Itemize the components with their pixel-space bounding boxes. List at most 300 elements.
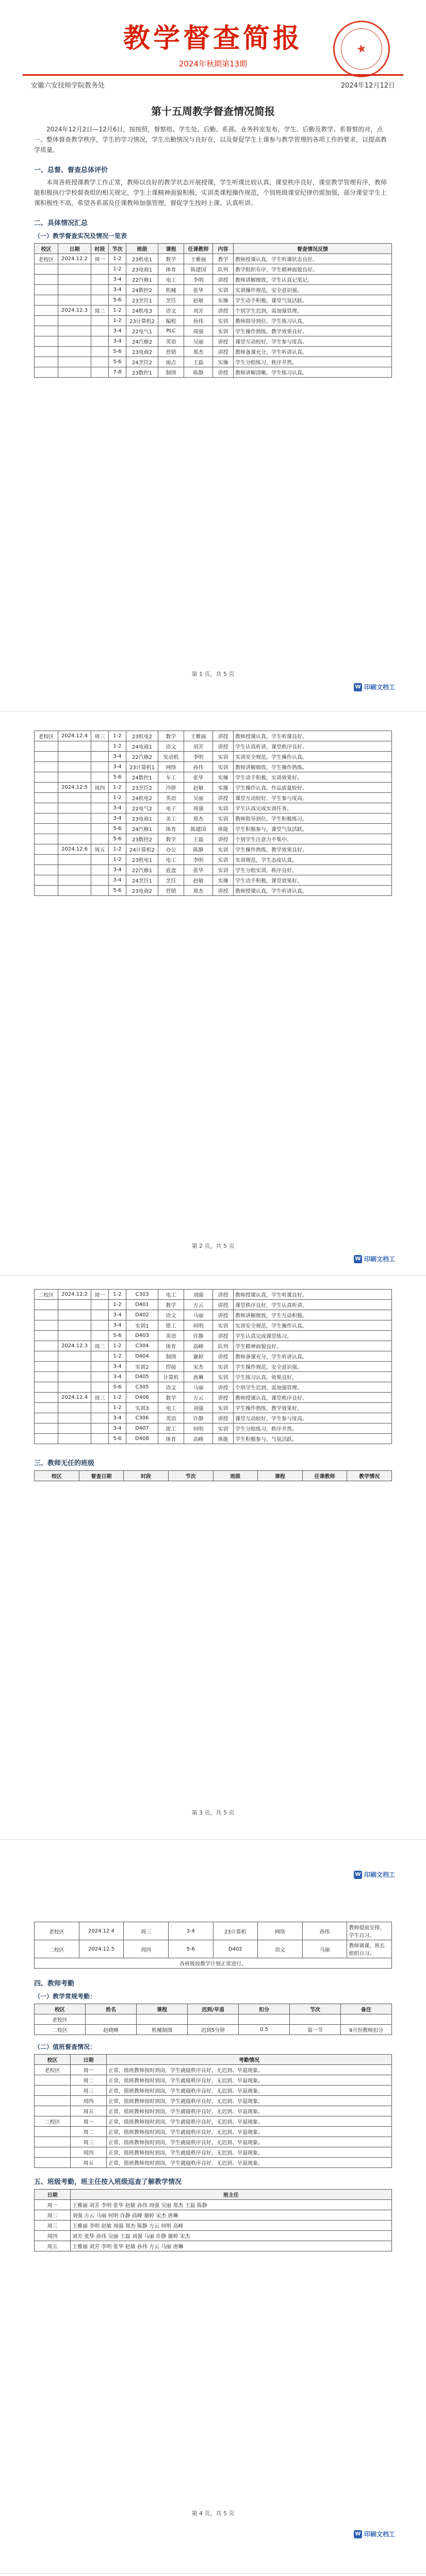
table-cell: 李明 (184, 275, 213, 285)
table-cell: 3-4 (109, 865, 126, 875)
table-cell (35, 2137, 71, 2147)
table-cell (91, 762, 109, 772)
table-row (35, 2086, 392, 2096)
page-footer: 第 4 页，共 5 页 (191, 2510, 235, 2517)
table-cell: 23机电1 (126, 254, 158, 264)
page-separator (0, 2573, 426, 2574)
section-1-title: 一、总督、督查总体评价 (34, 166, 108, 174)
no-teacher-table-header (34, 1470, 392, 1481)
table-cell: 队列 (213, 1341, 234, 1351)
table-cell (35, 1300, 58, 1310)
table-cell: 马丽 (184, 1310, 213, 1320)
table-cell: 周二 (91, 1341, 109, 1351)
table-cell: 高峰 (184, 1341, 213, 1351)
table-cell: 22电气2 (126, 803, 158, 814)
table-cell: 23电商1 (126, 814, 158, 824)
table-cell: D408 (126, 1434, 158, 1444)
table-cell: 马丽 (302, 1940, 347, 1958)
table-cell: 陈静 (184, 844, 213, 855)
table-cell (58, 285, 91, 295)
table-cell (35, 803, 58, 814)
table-cell (58, 1300, 91, 1310)
table-cell: 周强 (184, 326, 213, 336)
table-cell (35, 285, 58, 295)
table-cell: 烹饪 (158, 875, 184, 886)
table-cell: 24机电3 (126, 306, 158, 316)
table-cell (35, 793, 58, 803)
table-cell: 张华 (184, 285, 213, 295)
table-cell: 1-2 (109, 264, 126, 275)
table-cell: 王雅丽 刘芳 李明 张华 赵敏 孙伟 方云 马丽 唐琳 (71, 2241, 392, 2251)
table-cell: 王雅丽 刘芳 李明 张华 赵敏 孙伟 周强 吴丽 郑杰 王磊 陈静 (71, 2200, 392, 2210)
table-cell: 赵敏 (184, 875, 213, 886)
table-cell: 学生分组练习，秩序井然。 (234, 357, 392, 367)
table-cell: 机械 (158, 285, 184, 295)
table-cell: 1-2 (109, 1300, 126, 1310)
table-cell: 周二 (71, 2127, 107, 2137)
table-cell (58, 875, 91, 886)
table-row (35, 347, 392, 357)
table-cell: 陈建国 (184, 824, 213, 834)
table-cell: D401 (126, 1300, 158, 1310)
table-cell (86, 2014, 137, 2025)
table-cell: 讲授 (213, 1351, 234, 1362)
table-cell (91, 865, 109, 875)
wps-watermark: W 印刷文档工 (354, 1870, 395, 1879)
table-cell: 教师授课认真，学生听讲认真。 (234, 886, 392, 896)
table-row (35, 741, 392, 752)
date: 2024年12月12日 (340, 82, 395, 90)
masthead: 教学督查简报 (123, 23, 303, 54)
table-cell: 老校区 (35, 2065, 71, 2075)
table-row (35, 295, 392, 306)
table-cell: 教师讲解细致，学生互动积极。 (234, 1310, 392, 1320)
table-cell (58, 752, 91, 762)
table-row (35, 731, 392, 741)
table-cell (58, 264, 91, 275)
table-cell (91, 834, 109, 844)
table-cell (91, 1372, 109, 1382)
table-cell: 24电商1 (126, 741, 158, 752)
table-cell: 教师指导到位，学生练习认真。 (234, 316, 392, 326)
table-cell: D404 (126, 1351, 158, 1362)
table-cell: 5-6 (109, 1382, 126, 1393)
table-cell: 周四 (91, 783, 109, 793)
table-cell: 语文 (258, 1940, 303, 1958)
table-cell: 老校区 (35, 731, 58, 741)
table-cell (58, 865, 91, 875)
table-row (35, 306, 392, 316)
table-cell: 方云 (184, 1300, 213, 1310)
table-cell (35, 1413, 58, 1423)
table-cell (58, 741, 91, 752)
table-cell: 英语 (158, 1413, 184, 1423)
col-header: 校区 (35, 244, 58, 254)
table-cell: 周三 (71, 2137, 107, 2147)
table-row (35, 844, 392, 855)
table-row (35, 2241, 392, 2251)
table-cell: D402 (213, 1940, 258, 1958)
table-cell: 英语 (158, 336, 184, 347)
table-cell (239, 2014, 290, 2025)
table-cell: 讲授 (213, 834, 234, 844)
table-cell: 网络 (158, 762, 184, 772)
table-cell (58, 316, 91, 326)
table-cell: 体育 (158, 264, 184, 275)
col-header: 督查情况反馈 (234, 244, 392, 254)
table-cell: 正常，值班教师按时到岗，学生就寝秩序良好，无迟到、早退现象。 (107, 2096, 392, 2106)
table-cell (35, 1310, 58, 1320)
col-header: 时段 (91, 244, 109, 254)
table-cell: 二校区 (35, 1940, 79, 1958)
wps-watermark: W 印刷文档工 (354, 1255, 395, 1263)
table-cell (35, 1393, 58, 1403)
table-cell: 周二 (71, 2075, 107, 2086)
table-cell: D407 (126, 1423, 158, 1434)
table-cell: 许静 (184, 1413, 213, 1423)
table-cell: 3-4 (109, 326, 126, 336)
table-cell (58, 803, 91, 814)
table-row (35, 275, 392, 285)
table-cell: 周四 (35, 2231, 71, 2241)
table-cell: 教学 (213, 254, 234, 264)
table-cell: 5-6 (168, 1940, 213, 1958)
col-header: 日期 (71, 2055, 107, 2065)
table-cell: 周五 (35, 2241, 71, 2251)
table-cell: 实训 (213, 762, 234, 772)
table-cell: 1-2 (109, 741, 126, 752)
table-cell: 郑杰 (184, 814, 213, 824)
table-cell: 讲授 (213, 1382, 234, 1393)
table-cell: 3-4 (109, 275, 126, 285)
page-separator (0, 1839, 426, 1840)
table-row (35, 834, 392, 844)
table-cell: 3-4 (109, 762, 126, 772)
table-cell: 学生动手积极，实训效果好。 (234, 772, 392, 783)
table-cell (58, 793, 91, 803)
table-row (35, 1290, 392, 1300)
table-cell: 1-2 (109, 855, 126, 865)
table-cell: 体能 (213, 1434, 234, 1444)
table-cell: 22汽修1 (126, 275, 158, 285)
table-row (35, 2106, 392, 2116)
table-cell (35, 336, 58, 347)
table-row (35, 865, 392, 875)
table-cell: 5-6 (109, 1331, 126, 1341)
table-cell: 实训 (213, 814, 234, 824)
table-cell: 22汽修2 (126, 752, 158, 762)
table-cell: 2024.12.5 (79, 1940, 124, 1958)
table-cell: 教师指导到位，学生积极练习。 (234, 814, 392, 824)
table-cell: 周一 (35, 2200, 71, 2210)
table-cell: 学生积极参与，课堂气氛活跃。 (234, 824, 392, 834)
table-row (35, 1331, 392, 1341)
table-cell (35, 762, 58, 772)
table-cell: 个别学生迟到，需加强管理。 (234, 306, 392, 316)
table-cell: 教师讲解清晰，学生练习认真。 (234, 367, 392, 378)
table-cell: 3-4 (109, 814, 126, 824)
table-cell (91, 347, 109, 357)
table-cell (91, 772, 109, 783)
table-cell (91, 326, 109, 336)
table-cell: 赵敏 (184, 783, 213, 793)
issue-number: 2024年秋期第13期 (178, 59, 248, 69)
table-note: 各班级按教学计划正常进行。 (35, 1958, 392, 1969)
table-cell (58, 367, 91, 378)
table-cell (58, 336, 91, 347)
table-row (35, 793, 392, 803)
table-cell: 第一节 (290, 2025, 341, 2035)
col-header: 班级 (213, 1471, 258, 1481)
table-cell: 学生分组实训，秩序良好。 (234, 865, 392, 875)
table-cell: 5-6 (109, 1434, 126, 1444)
table-cell: 周二 (35, 2210, 71, 2221)
table-cell (58, 855, 91, 865)
table-cell: 3-4 (109, 803, 126, 814)
table-cell: 教师备课充分，学生听讲认真。 (234, 347, 392, 357)
table-cell (341, 2014, 392, 2025)
table-cell: 3-4 (109, 1362, 126, 1372)
table-cell: 张华 (184, 865, 213, 875)
col-header: 校区 (35, 1471, 79, 1481)
table-cell: 教师讲解细致，学生操作熟练。 (234, 762, 392, 772)
table-cell: 1-2 (109, 1403, 126, 1413)
table-cell: 烹饪 (158, 295, 184, 306)
table-cell: 3-4 (109, 285, 126, 295)
col-header: 时段 (124, 1471, 169, 1481)
table-cell: 2024.12.4 (79, 1922, 124, 1940)
table-row (35, 1351, 392, 1362)
table-cell: 教师授课认真，学生听课良好。 (234, 1290, 392, 1300)
wps-icon: W (354, 1871, 362, 1879)
col-header: 校区 (35, 2055, 71, 2065)
table-cell (35, 814, 58, 824)
table-cell: 讲授 (213, 886, 234, 896)
table-cell: 周三 (35, 2221, 71, 2231)
table-cell: 高峰 (184, 1434, 213, 1444)
table-cell (35, 357, 58, 367)
table-cell: 1-2 (109, 844, 126, 855)
table-cell: 焊接 (158, 1362, 184, 1372)
table-cell (58, 326, 91, 336)
table-cell: 23电商2 (126, 886, 158, 896)
table-row (35, 1341, 392, 1351)
table-cell (290, 2014, 341, 2025)
meta-row (31, 80, 395, 90)
table-cell: 学生操作熟练，教学效果良好。 (234, 326, 392, 336)
table-cell: 何明 (184, 1423, 213, 1434)
table-cell: 周五 (71, 2158, 107, 2168)
table-cell: 1-2 (109, 254, 126, 264)
table-cell: 讲授 (213, 1331, 234, 1341)
table-cell: 7-8 (109, 367, 126, 378)
table-row (35, 1940, 392, 1958)
col-header: 备注 (341, 2004, 392, 2014)
table-cell: 吴丽 (184, 336, 213, 347)
table-row (35, 855, 392, 865)
table-cell: 实训 (213, 1320, 234, 1331)
table-cell: D405 (126, 1372, 158, 1382)
teacher-attendance-table (34, 2004, 392, 2035)
col-header: 节次 (290, 2004, 341, 2014)
table-cell: 实训2 (126, 1362, 158, 1372)
col-header: 教学情况 (347, 1471, 392, 1481)
table-cell: 周一 (91, 1290, 109, 1300)
table-row (35, 2127, 392, 2137)
table-cell: PLC (158, 326, 184, 336)
table-cell: 学生分组练习，秩序井然。 (234, 1423, 392, 1434)
table-cell: 2024.12.4 (58, 731, 91, 741)
table-cell (35, 1423, 58, 1434)
table-cell: 2024.12.3 (58, 306, 91, 316)
table-cell: 讲授 (213, 275, 234, 285)
table-cell: 队列 (213, 264, 234, 275)
table-cell: 讲授 (213, 1393, 234, 1403)
table-cell: 学生操作认真，作品质量较好。 (234, 783, 392, 793)
col-header: 考勤情况 (107, 2055, 392, 2065)
table-row (35, 1382, 392, 1393)
table-cell (35, 306, 58, 316)
table-cell: 5-6 (109, 772, 126, 783)
table-cell: 23机电1 (126, 855, 158, 865)
table-cell: 体育 (158, 824, 184, 834)
section-1-text: 本周各班授课教学工作正常，教师以良好的教学状态开展授课，学生听课比较认真，课堂秩序良好，课堂教学管理有序，教师能积极执行学校督查组的相关规定，学生上课精神面貌积极，实训类课程操作规范，个别班级课堂纪律仍需加强，部分课堂学生上课积极性不高，希望各系部及任课教师加强管理，督促学生按时上课、认真听讲。 (34, 179, 387, 207)
table-cell (35, 752, 58, 762)
page-footer: 第 1 页，共 5 页 (191, 671, 235, 677)
table-cell: 语文 (158, 1382, 184, 1393)
table-cell: 讲授 (213, 1290, 234, 1300)
table-cell: 孙伟 (184, 316, 213, 326)
table-cell (91, 285, 109, 295)
table-row (35, 772, 392, 783)
section-5-title: 五、班级考勤，班主任按入班级巡查了解教学情况 (34, 2178, 182, 2186)
table-row (35, 1958, 392, 1969)
table-cell: 数学 (158, 731, 184, 741)
table-cell: 孙伟 (302, 1922, 347, 1940)
col-header: 课程 (258, 1471, 303, 1481)
table-cell: 实训 (213, 752, 234, 762)
table-cell (91, 1362, 109, 1372)
table-cell: 郑杰 (184, 347, 213, 357)
table-cell: 实训 (213, 865, 234, 875)
table-cell: 张华 (184, 772, 213, 783)
table-row (35, 1320, 392, 1331)
table-cell: 实训 (213, 855, 234, 865)
table-cell: 电工 (158, 1403, 184, 1413)
table-cell: 3-4 (109, 336, 126, 347)
table-cell: 学生操作熟练，教学效果良好。 (234, 844, 392, 855)
table-row (35, 1310, 392, 1320)
table-cell: 5-6 (109, 824, 126, 834)
table-cell: 9月份教师扣分 (341, 2025, 392, 2035)
table-cell (58, 1331, 91, 1341)
wps-icon: W (354, 1255, 362, 1263)
table-row (35, 285, 392, 295)
table-cell: 讲授 (213, 367, 234, 378)
table-cell (35, 347, 58, 357)
table-cell: 课堂互动较好，学生参与度高。 (234, 793, 392, 803)
table-row (35, 2210, 392, 2221)
table-cell: 语文 (158, 1310, 184, 1320)
table-cell: 刘强 方云 马丽 何明 许静 高峰 谢婷 宋杰 唐琳 (71, 2210, 392, 2221)
table-row (35, 1434, 392, 1444)
table-cell (91, 264, 109, 275)
table-cell: 营销 (158, 347, 184, 357)
table-cell (58, 1372, 91, 1382)
table-cell (35, 275, 58, 285)
table-cell (35, 783, 58, 793)
table-cell (35, 1382, 58, 1393)
table-row (35, 875, 392, 886)
table-cell (58, 295, 91, 306)
table-row (35, 2014, 392, 2025)
table-row (35, 2075, 392, 2086)
table-cell (35, 834, 58, 844)
table-row (35, 1413, 392, 1423)
table-row (35, 2158, 392, 2168)
table-cell: 讲授 (213, 306, 234, 316)
table-cell (91, 814, 109, 824)
col-header: 班级 (126, 244, 158, 254)
col-header: 任课教师 (184, 244, 213, 254)
table-cell: 教师调课，班长组织自习。 (347, 1940, 392, 1958)
table-cell: 数学 (158, 834, 184, 844)
table-cell: 2024.12.3 (58, 1341, 91, 1351)
table-cell: 计算机 (158, 1372, 184, 1382)
table-cell: 教师备课充分，学生听讲认真。 (234, 1351, 392, 1362)
table-cell: 2024.12.2 (58, 254, 91, 264)
table-cell: 24烹饪1 (126, 875, 158, 886)
table-cell: 学生动手积极，课堂效果好。 (234, 875, 392, 886)
table-cell: 学生练习认真，效果良好。 (234, 1372, 392, 1382)
table-cell (58, 347, 91, 357)
table-cell (188, 2014, 239, 2025)
table-row (35, 886, 392, 896)
table-cell (58, 1320, 91, 1331)
table-cell: 制图 (158, 1351, 184, 1362)
table-cell (58, 1423, 91, 1434)
table-cell: 1-2 (109, 731, 126, 741)
table-cell (35, 2086, 71, 2096)
table-cell: 正常，值班教师按时到岗，学生就寝秩序良好，无迟到、早退现象。 (107, 2065, 392, 2075)
table-cell: 英语 (158, 793, 184, 803)
table-cell: 数学 (158, 254, 184, 264)
table-row (35, 752, 392, 762)
table-cell: 23数控1 (126, 367, 158, 378)
table-cell: 周一 (71, 2116, 107, 2127)
col-header: 班主任 (71, 2190, 392, 2200)
section-2-subtitle: （一）教学督查实况及情况一览表 (34, 232, 127, 240)
table-cell (91, 824, 109, 834)
table-cell: 实训 (213, 326, 234, 336)
table-cell: 教师提前安排，学生自习。 (347, 1922, 392, 1940)
table-cell: 刘强 (184, 1290, 213, 1300)
col-header: 姓名 (86, 2004, 137, 2014)
table-cell (91, 316, 109, 326)
table-cell: 实训安全规范，学生操作认真。 (234, 752, 392, 762)
table-cell: 周四 (71, 2096, 107, 2106)
table-cell: 赵晓峰 (86, 2025, 137, 2035)
table-row (35, 1423, 392, 1434)
table-row (35, 254, 392, 264)
col-header: 日期 (35, 2190, 71, 2200)
table-cell: 正常，值班教师按时到岗，学生就寝秩序良好，无迟到、早退现象。 (107, 2116, 392, 2127)
page-4 (0, 1871, 426, 2573)
table-row (35, 1362, 392, 1372)
col-header: 内容 (213, 244, 234, 254)
table-row (35, 2200, 392, 2210)
table-cell: 5-6 (109, 886, 126, 896)
